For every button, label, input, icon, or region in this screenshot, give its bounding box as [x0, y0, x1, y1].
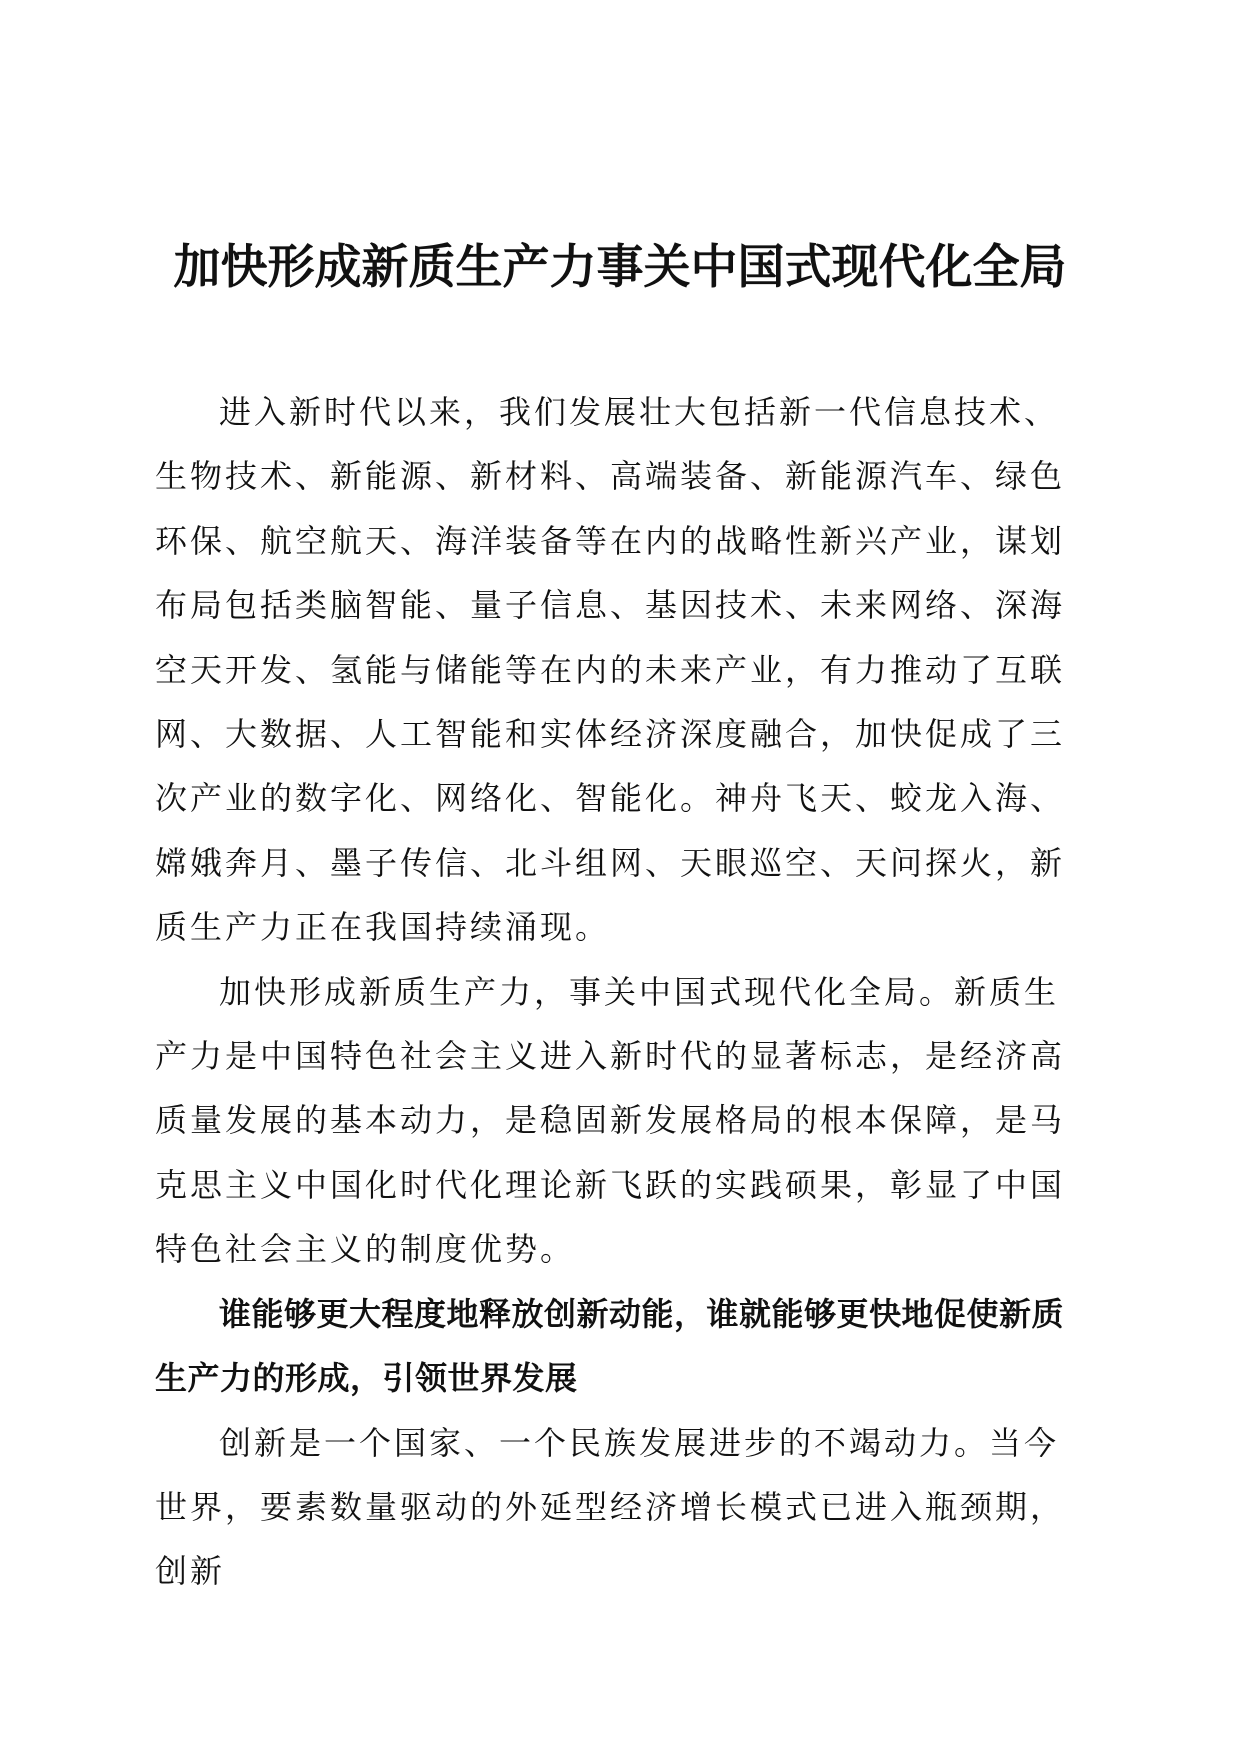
paragraph-1: 进入新时代以来，我们发展壮大包括新一代信息技术、生物技术、新能源、新材料、高端装备、新能源汽车、绿色环保、航空航天、海洋装备等在内的战略性新兴产业，谋划布局包括类脑智能、量子信息、基因技术、未来网络、深海空天开发、氢能与储能等在内的未来产业，有力推动了互联网、大数据、人工智能和实体经济深度融合，加快促成了三次产业的数字化、网络化、智能化。神舟飞天、蛟龙入海、嫦娥奔月、墨子传信、北斗组网、天眼巡空、天问探火，新质生产力正在我国持续涌现。 — [155, 393, 1066, 947]
paragraph-3: 创新是一个国家、一个民族发展进步的不竭动力。当今世界，要素数量驱动的外延型经济增长模式已进入瓶颈期，创新 — [155, 1423, 1066, 1591]
document-body — [155, 380, 1085, 1604]
paragraph-2: 加快形成新质生产力，事关中国式现代化全局。新质生产力是中国特色社会主义进入新时代的显著标志，是经济高质量发展的基本动力，是稳固新发展格局的根本保障，是马克思主义中国化时代化理论新飞跃的实践硕果，彰显了中国特色社会主义的制度优势。 — [155, 972, 1066, 1269]
section-heading: 谁能够更大程度地释放创新动能，谁就能够更快地促使新质生产力的形成，引领世界发展 — [155, 1294, 1065, 1398]
document-title: 加快形成新质生产力事关中国式现代化全局 — [173, 240, 1067, 295]
